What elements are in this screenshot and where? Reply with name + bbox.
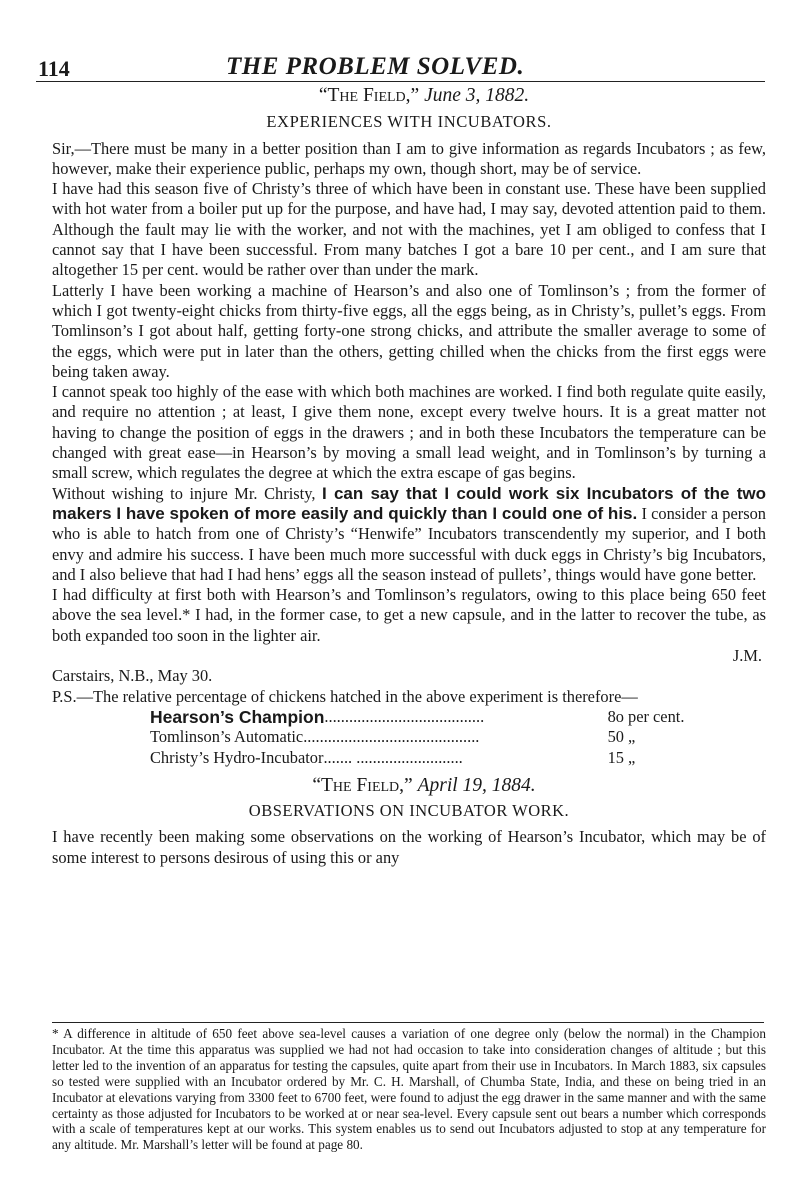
para6-text: I had difficulty at first both with Hearson’s and Tomlinson’s regulators, owing to this place being 650 feet above the sea level.* I had, in the former case, to get a new capsule, and in the latter to recover the tube, as both expanded too soon in the lighter air. <box>52 585 766 645</box>
result-row <box>150 727 690 747</box>
article1-paragraph-4: I cannot speak too highly of the ease with which both machines are worked. I find both regulate quite easily, and require no attention ; at least, I give them none, except every twelve hours. It is a great matter not having to change the position of eggs in the drawers ; and in both these Incubators the temperature can be changed with great ease—in Hearson’s by moving a small lead weight, and in Tomlinson’s by turning a small screw, which regulates the degree at which the extra escape of gas begins. <box>52 382 766 483</box>
article1-source: “The Field,” <box>318 85 420 106</box>
article1-dateline <box>52 86 766 106</box>
para5-emphasis: I can say that I could work six Incubators of the two makers I have spoken of more easily and quickly than I could one of his. <box>52 483 766 523</box>
article1-heading: EXPERIENCES WITH INCUBATORS. <box>266 112 552 132</box>
result-row <box>150 748 690 768</box>
para5-end: I consider a person who is able to hatch from one of Christy’s “Henwife” Incubators transcendently my superior, and I both envy and admire his success. I have been much more successful with duck eggs in Christy’s big Incubators, and I also believe that had I had hens’ eggs all the season instead of pullets’, things would have gone better. <box>52 503 766 584</box>
article1-paragraph-5 <box>52 484 766 585</box>
result-unit: per cent. <box>628 706 685 726</box>
para5-start: Without wishing to injure Mr. Christy, <box>52 483 316 503</box>
article2-date: April 19, 1884. <box>417 774 536 796</box>
signature-line <box>52 646 766 666</box>
result-row <box>150 707 690 727</box>
running-title: THE PROBLEM SOLVED. <box>226 53 525 80</box>
article2-paragraph: I have recently been making some observations on the working of Hearson’s Incubator, which may be of some interest to persons desirous of using this or any <box>52 827 766 867</box>
result-value: 8o <box>607 706 624 726</box>
article2-dateline <box>52 776 766 796</box>
article1-location: Carstairs, N.B., May 30. <box>52 666 213 686</box>
footnote: * A difference in altitude of 650 feet above sea-level causes a variation of one degree only (below the normal) in the Champion Incubator. At the time this apparatus was supplied we had not had occasion to take into consideration changes of altitude ; but this letter led to the invention of an apparatus for testing the capsules, quite apart from their use in Incubators. In March 1883, six capsules so tested were supplied with an Incubator ordered by Mr. C. H. Marshall, of Chumba State, India, and these on being tried in an Incubator at elevations varying from 3300 feet to 6700 feet, were found to adjust the egg drawer in the same manner and with the same certainty as those adjusted for Incubators to be worked at or near sea-level. Every capsule sent out bears a number which corresponds with a scale of temperatures kept at our works. This system enables us to send out Incubators adjusted to stop at any temperature for any altitude. Mr. Marshall’s letter will be found at page 80. <box>52 1026 766 1153</box>
footnote-rule <box>52 1022 764 1023</box>
result-leader: ....................................... <box>324 706 485 726</box>
postscript: P.S.—The relative percentage of chickens hatched in the above experiment is therefore— <box>52 686 638 706</box>
result-unit: „ <box>628 747 636 767</box>
result-leader: ........................................... <box>303 727 480 747</box>
result-unit: „ <box>628 727 636 747</box>
result-name: Tomlinson’s Automatic <box>150 727 304 747</box>
article1-paragraph-6 <box>52 585 766 646</box>
results-table <box>52 707 766 768</box>
result-value: 15 <box>607 747 624 767</box>
result-name: Hearson’s Champion <box>150 706 325 727</box>
page-number: 114 <box>38 56 70 81</box>
article2-heading: OBSERVATIONS ON INCUBATOR WORK. <box>248 801 570 821</box>
article1-paragraph-1: Sir,—There must be many in a better position than I am to give information as regards Incubators ; as few, however, make their experience public, perhaps my own, though short, may be of service. <box>52 138 766 178</box>
result-value: 50 <box>607 727 624 747</box>
article1-paragraph-3: Latterly I have been working a machine of Hearson’s and also one of Tomlinson’s ; from the former of which I got twenty-eight chicks from thirty-five eggs, all the eggs being, as in Christy’s, pullet’s eggs. From Tomlinson’s I got about half, getting forty-one strong chicks, and attribute the smaller average to some of the eggs, which were put in later than the others, getting chilled when the chicks from the first eggs were being taken away. <box>52 280 766 381</box>
page-body <box>52 86 766 868</box>
article1-date: June 3, 1882. <box>424 85 530 106</box>
article2-source: “The Field,” <box>312 774 413 796</box>
result-leader: ....... .......................... <box>323 747 463 767</box>
header-rule <box>36 81 765 82</box>
article1-paragraph-2: I have had this season five of Christy’s three of which have been in constant use. These have been supplied with hot water from a boiler put up for the purpose, and have had, I may say, devoted attention paid to them. Although the fault may lie with the worker, and not with the machines, yet I am obliged to confess that I cannot say that I have been successful. From many batches I got a bare 10 per cent., and I am sure that altogether 15 per cent. would be rather over than under the mark. <box>52 179 766 280</box>
result-name: Christy’s Hydro-Incubator <box>150 747 324 767</box>
signature: J.M. <box>732 646 762 666</box>
